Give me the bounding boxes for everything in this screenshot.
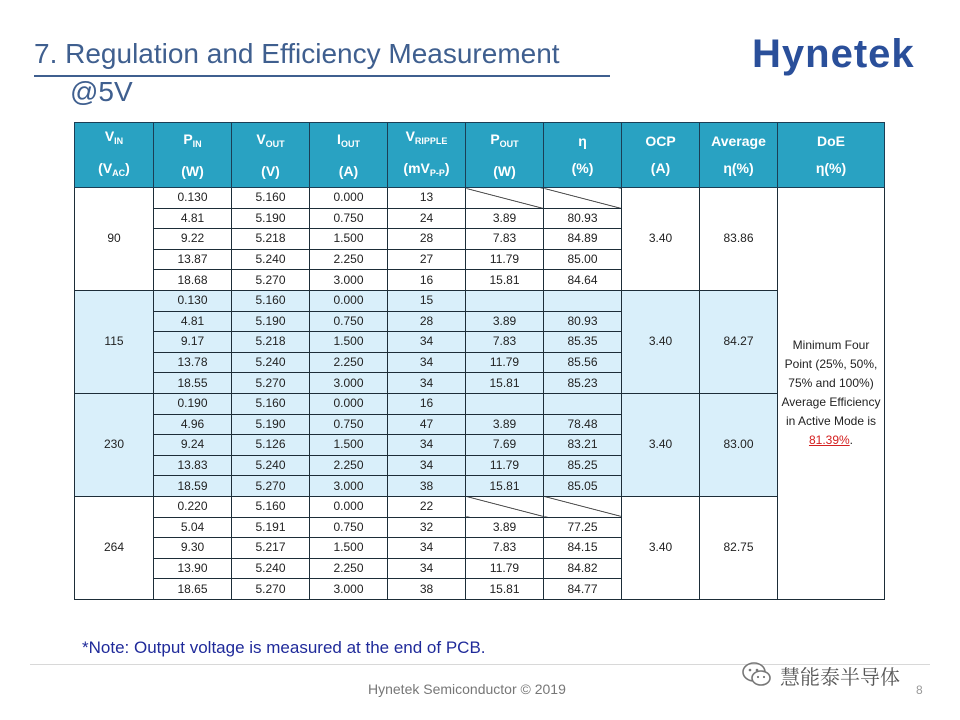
empty-slash-cell	[466, 188, 544, 209]
value-cell: 4.81	[154, 208, 232, 229]
header-unit	[700, 155, 777, 182]
value-cell: 5.04	[154, 517, 232, 538]
value-cell: 85.23	[544, 373, 622, 394]
header-unit	[310, 158, 387, 185]
vin-cell: 230	[75, 393, 154, 496]
header-unit	[778, 155, 884, 182]
value-cell: 18.55	[154, 373, 232, 394]
average-cell: 82.75	[700, 496, 778, 599]
value-cell: 9.17	[154, 332, 232, 353]
value-cell: 78.48	[544, 414, 622, 435]
header-label	[622, 128, 699, 155]
header-subscript: RIPPLE	[414, 136, 448, 146]
header-unit-text: (W)	[181, 162, 204, 179]
value-cell: 0.190	[154, 393, 232, 414]
header-subscript: OUT	[499, 138, 519, 149]
ocp-cell: 3.40	[622, 496, 700, 599]
header-unit	[388, 155, 465, 187]
value-cell: 11.79	[466, 558, 544, 579]
value-cell: 34	[388, 435, 466, 456]
header-cell	[778, 123, 885, 188]
value-cell: 38	[388, 579, 466, 600]
value-cell: 85.00	[544, 249, 622, 270]
empty-slash-cell	[466, 290, 544, 311]
value-cell: 2.250	[310, 249, 388, 270]
value-cell: 18.59	[154, 476, 232, 497]
value-cell: 2.250	[310, 352, 388, 373]
header-unit-text: η(%)	[723, 160, 754, 176]
empty-slash-cell	[466, 496, 544, 517]
value-cell: 0.750	[310, 517, 388, 538]
value-cell: 9.24	[154, 435, 232, 456]
empty-slash-cell	[544, 290, 622, 311]
value-cell: 0.000	[310, 290, 388, 311]
header-unit	[466, 158, 543, 185]
header-label	[388, 123, 465, 155]
slide-subtitle: @5V	[70, 76, 133, 107]
header-main: I	[337, 130, 341, 147]
table-row	[75, 496, 885, 517]
value-cell: 80.93	[544, 208, 622, 229]
average-cell: 83.86	[700, 188, 778, 291]
header-main: DoE	[817, 133, 845, 149]
value-cell: 85.05	[544, 476, 622, 497]
value-cell: 5.270	[232, 270, 310, 291]
header-unit	[544, 155, 621, 182]
value-cell: 5.240	[232, 352, 310, 373]
value-cell: 5.218	[232, 332, 310, 353]
value-cell: 3.000	[310, 270, 388, 291]
footnote: *Note: Output voltage is measured at the end of PCB.	[82, 638, 486, 657]
value-cell: 11.79	[466, 455, 544, 476]
header-unit-text: (A)	[338, 162, 359, 179]
value-cell: 5.270	[232, 373, 310, 394]
measurement-table	[74, 122, 885, 600]
value-cell: 85.25	[544, 455, 622, 476]
value-cell: 7.83	[466, 538, 544, 559]
table-row	[75, 393, 885, 414]
header-unit-text: (V	[98, 160, 113, 176]
value-cell: 9.30	[154, 538, 232, 559]
wechat-icon	[740, 658, 774, 692]
value-cell: 0.750	[310, 208, 388, 229]
header-subscript: OUT	[265, 138, 285, 149]
value-cell: 13.90	[154, 558, 232, 579]
value-cell: 3.89	[466, 414, 544, 435]
header-label	[75, 123, 153, 155]
header-unit-text: (W)	[493, 162, 516, 179]
value-cell: 3.000	[310, 373, 388, 394]
empty-slash-cell	[544, 393, 622, 414]
value-cell: 5.240	[232, 455, 310, 476]
value-cell: 5.160	[232, 393, 310, 414]
value-cell: 2.250	[310, 558, 388, 579]
value-cell: 5.160	[232, 496, 310, 517]
value-cell: 83.21	[544, 435, 622, 456]
value-cell: 3.89	[466, 517, 544, 538]
header-cell	[622, 123, 700, 188]
value-cell: 3.000	[310, 476, 388, 497]
value-cell: 5.240	[232, 558, 310, 579]
header-label	[778, 128, 884, 155]
value-cell: 18.68	[154, 270, 232, 291]
table-row	[75, 290, 885, 311]
header-subscript: IN	[192, 138, 202, 149]
header-subscript: IN	[114, 136, 124, 146]
value-cell: 16	[388, 270, 466, 291]
value-cell: 15.81	[466, 579, 544, 600]
header-unit	[622, 155, 699, 182]
value-cell: 5.126	[232, 435, 310, 456]
header-label	[154, 126, 231, 158]
value-cell: 5.218	[232, 229, 310, 250]
value-cell: 13.78	[154, 352, 232, 373]
header-cell	[466, 123, 544, 188]
value-cell: 1.500	[310, 538, 388, 559]
value-cell: 84.64	[544, 270, 622, 291]
value-cell: 13.87	[154, 249, 232, 270]
value-cell: 47	[388, 414, 466, 435]
header-main: V	[104, 128, 115, 144]
value-cell: 11.79	[466, 249, 544, 270]
header-main: η	[578, 133, 587, 149]
value-cell: 84.15	[544, 538, 622, 559]
header-unit-subscript: AC	[112, 168, 126, 178]
value-cell: 5.190	[232, 208, 310, 229]
value-cell: 84.89	[544, 229, 622, 250]
value-cell: 27	[388, 249, 466, 270]
value-cell: 0.000	[310, 496, 388, 517]
value-cell: 7.83	[466, 229, 544, 250]
header-main: V	[256, 130, 266, 147]
header-unit-text: (V)	[261, 162, 280, 179]
ocp-cell: 3.40	[622, 188, 700, 291]
value-cell: 1.500	[310, 229, 388, 250]
header-unit-text: (mV	[403, 160, 430, 176]
header-label	[310, 126, 387, 158]
doe-end: .	[849, 433, 854, 448]
doe-cell	[778, 188, 885, 600]
ocp-cell: 3.40	[622, 393, 700, 496]
value-cell: 0.750	[310, 414, 388, 435]
header-label	[544, 128, 621, 155]
value-cell: 15.81	[466, 270, 544, 291]
value-cell: 24	[388, 208, 466, 229]
value-cell: 7.69	[466, 435, 544, 456]
vin-cell: 264	[75, 496, 154, 599]
value-cell: 84.77	[544, 579, 622, 600]
value-cell: 2.250	[310, 455, 388, 476]
table-body	[75, 188, 885, 600]
header-label	[232, 126, 309, 158]
value-cell: 5.190	[232, 311, 310, 332]
value-cell: 4.96	[154, 414, 232, 435]
value-cell: 13.83	[154, 455, 232, 476]
header-unit-text: (A)	[650, 160, 671, 176]
header-cell	[700, 123, 778, 188]
header-cell	[388, 123, 466, 188]
page-number: 8	[916, 683, 923, 697]
value-cell: 34	[388, 352, 466, 373]
header-unit-end: )	[444, 160, 450, 176]
empty-slash-cell	[544, 496, 622, 517]
value-cell: 15	[388, 290, 466, 311]
value-cell: 85.35	[544, 332, 622, 353]
value-cell: 13	[388, 188, 466, 209]
watermark	[740, 658, 900, 692]
value-cell: 28	[388, 311, 466, 332]
header-label	[700, 128, 777, 155]
ocp-cell: 3.40	[622, 290, 700, 393]
value-cell: 85.56	[544, 352, 622, 373]
header-cell	[232, 123, 310, 188]
value-cell: 15.81	[466, 476, 544, 497]
value-cell: 16	[388, 393, 466, 414]
value-cell: 22	[388, 496, 466, 517]
header-unit	[232, 158, 309, 185]
value-cell: 5.160	[232, 188, 310, 209]
value-cell: 80.93	[544, 311, 622, 332]
vin-cell: 115	[75, 290, 154, 393]
header-cell	[544, 123, 622, 188]
value-cell: 34	[388, 558, 466, 579]
watermark-text: 慧能泰半导体	[780, 666, 900, 689]
value-cell: 34	[388, 538, 466, 559]
value-cell: 34	[388, 332, 466, 353]
value-cell: 11.79	[466, 352, 544, 373]
value-cell: 18.65	[154, 579, 232, 600]
value-cell: 5.217	[232, 538, 310, 559]
header-unit	[154, 158, 231, 185]
empty-slash-cell	[544, 188, 622, 209]
value-cell: 77.25	[544, 517, 622, 538]
value-cell: 5.160	[232, 290, 310, 311]
value-cell: 5.270	[232, 476, 310, 497]
value-cell: 38	[388, 476, 466, 497]
header-cell	[154, 123, 232, 188]
doe-value: 81.39%	[808, 433, 850, 448]
empty-slash-cell	[466, 393, 544, 414]
header-main: OCP	[645, 133, 676, 149]
company-logo: Hynetek	[752, 32, 915, 76]
value-cell: 5.191	[232, 517, 310, 538]
value-cell: 0.130	[154, 290, 232, 311]
value-cell: 32	[388, 517, 466, 538]
value-cell: 5.190	[232, 414, 310, 435]
value-cell: 0.000	[310, 188, 388, 209]
value-cell: 28	[388, 229, 466, 250]
value-cell: 5.270	[232, 579, 310, 600]
value-cell: 4.81	[154, 311, 232, 332]
value-cell: 15.81	[466, 373, 544, 394]
table-header-row	[75, 123, 885, 188]
value-cell: 34	[388, 455, 466, 476]
value-cell: 0.130	[154, 188, 232, 209]
header-unit	[75, 155, 153, 187]
average-cell: 83.00	[700, 393, 778, 496]
value-cell: 84.82	[544, 558, 622, 579]
value-cell: 3.89	[466, 208, 544, 229]
value-cell: 0.000	[310, 393, 388, 414]
vin-cell: 90	[75, 188, 154, 291]
value-cell: 1.500	[310, 332, 388, 353]
value-cell: 3.89	[466, 311, 544, 332]
header-unit-text: (%)	[571, 160, 594, 176]
header-subscript: OUT	[340, 138, 360, 149]
value-cell: 0.750	[310, 311, 388, 332]
table-row	[75, 188, 885, 209]
header-main: V	[405, 128, 415, 144]
header-cell	[310, 123, 388, 188]
value-cell: 1.500	[310, 435, 388, 456]
value-cell: 34	[388, 373, 466, 394]
average-cell: 84.27	[700, 290, 778, 393]
header-unit-end: )	[125, 160, 130, 176]
footer-copyright: Hynetek Semiconductor © 2019	[368, 681, 566, 697]
value-cell: 3.000	[310, 579, 388, 600]
value-cell: 0.220	[154, 496, 232, 517]
header-unit-subscript: P-P	[429, 168, 445, 178]
header-label	[466, 126, 543, 158]
header-unit-text: η(%)	[815, 160, 847, 176]
header-main: P	[183, 130, 193, 147]
doe-text: Minimum Four Point (25%, 50%, 75% and 100%) Average Efficiency in Active Mode is	[781, 338, 881, 429]
value-cell: 7.83	[466, 332, 544, 353]
value-cell: 5.240	[232, 249, 310, 270]
header-main: Average	[711, 133, 766, 149]
slide-title: 7. Regulation and Efficiency Measurement	[34, 38, 560, 69]
header-main: P	[490, 130, 500, 147]
value-cell: 9.22	[154, 229, 232, 250]
header-cell	[75, 123, 154, 188]
